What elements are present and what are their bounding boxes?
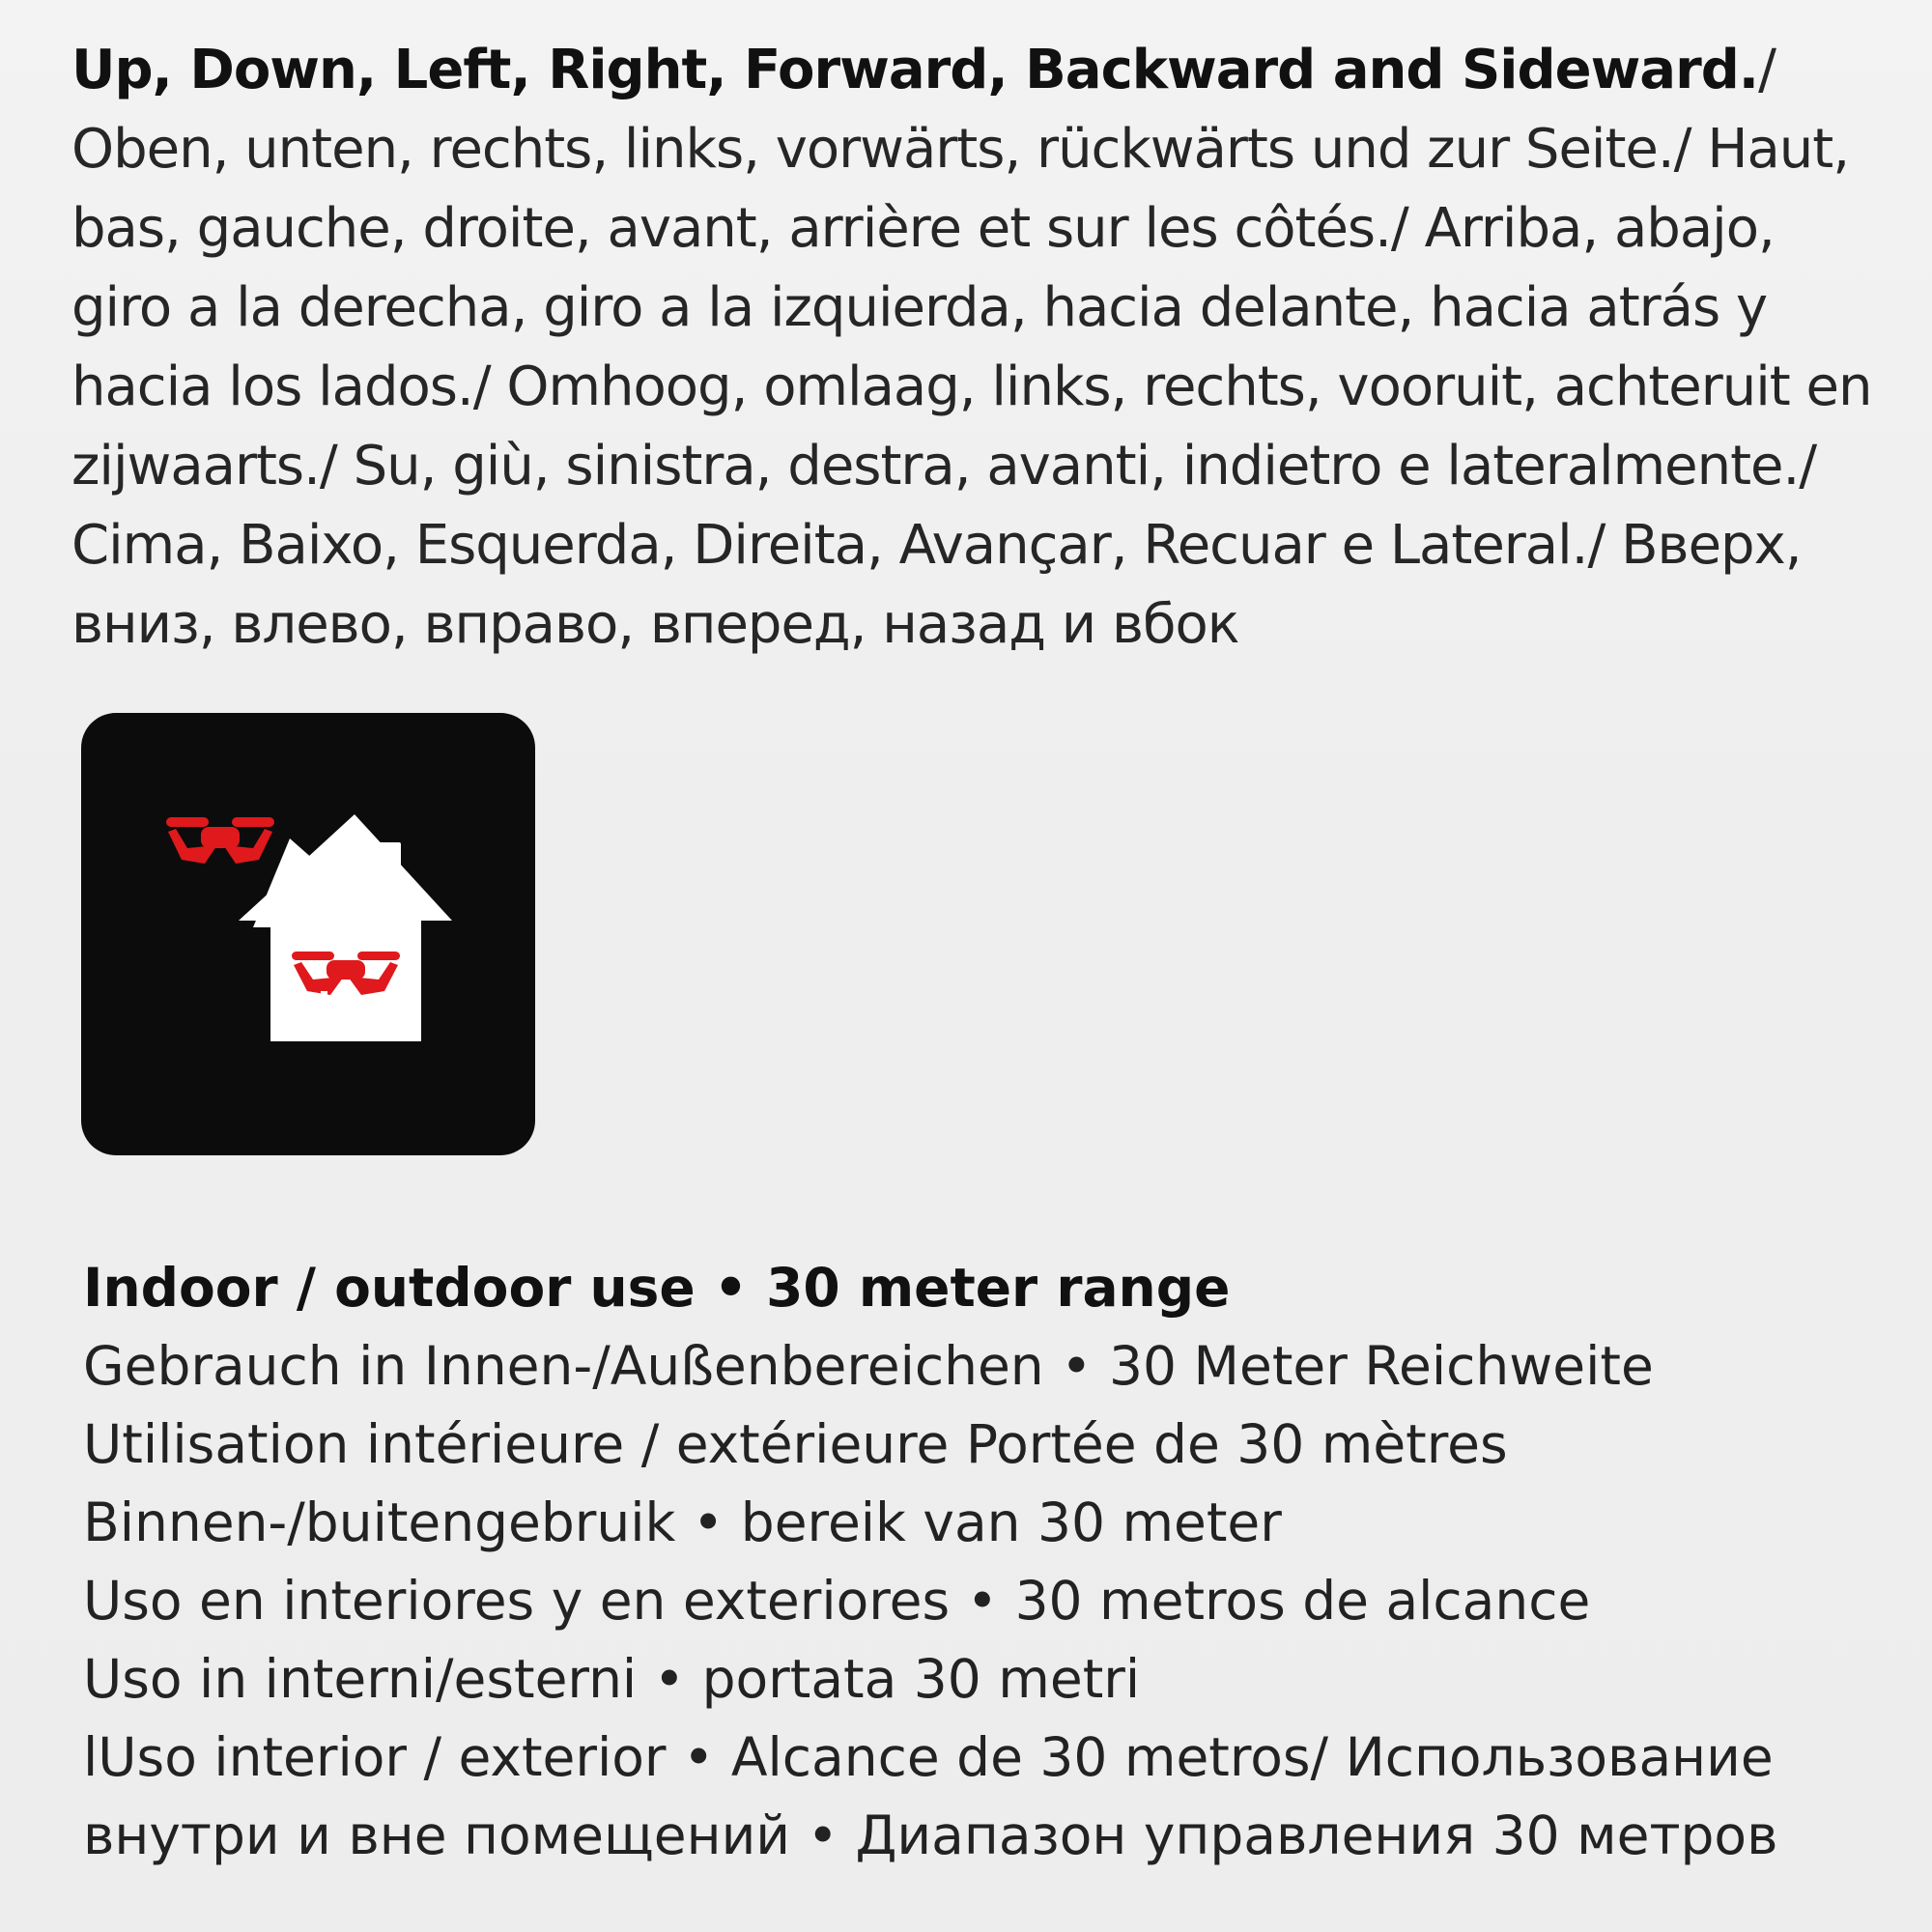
usage-line: Binnen-/buitengebruik • bereik van 30 meter (83, 1492, 1282, 1553)
directions-text (71, 31, 1888, 665)
directions-translations: / Oben, unten, rechts, links, vorwärts, rückwärts und zur Seite./ Haut, bas, gauche, droite, avant, arrière et sur les côtés./ Arriba, abajo, giro a la derecha, giro a la izquierda, hacia delante, hacia atrás y hacia los lados./ Omhoog, omlaag, links, rechts, vooruit, achteruit en zijwaarts./ Su, giù, sinistra, destra, avanti, indietro e lateralmente./ Cima, Baixo, Esquerda, Direita, Avançar, Recuar e Lateral./ Вверх, вниз, влево, вправо, вперед, назад и вбок (71, 39, 1872, 656)
indoor-outdoor-drone-icon (81, 713, 535, 1155)
directions-lead: Up, Down, Left, Right, Forward, Backward and Sideward. (71, 39, 1759, 101)
outside-drone-icon (166, 817, 274, 864)
usage-text (83, 1249, 1899, 1875)
usage-line: Utilisation intérieure / extérieure Portée de 30 mètres (83, 1413, 1508, 1475)
usage-line: lUso interior / exterior • Alcance de 30 metros/ Использование (83, 1726, 1774, 1788)
usage-line: внутри и вне помещений • Диапазон управления 30 метров (83, 1804, 1778, 1866)
usage-line: Uso en interiores y en exteriores • 30 metros de alcance (83, 1570, 1591, 1632)
usage-line: Uso in interni/esterni • portata 30 metri (83, 1648, 1141, 1710)
usage-line: Gebrauch in Innen-/Außenbereichen • 30 Meter Reichweite (83, 1335, 1654, 1397)
usage-heading: Indoor / outdoor use • 30 meter range (83, 1257, 1231, 1319)
